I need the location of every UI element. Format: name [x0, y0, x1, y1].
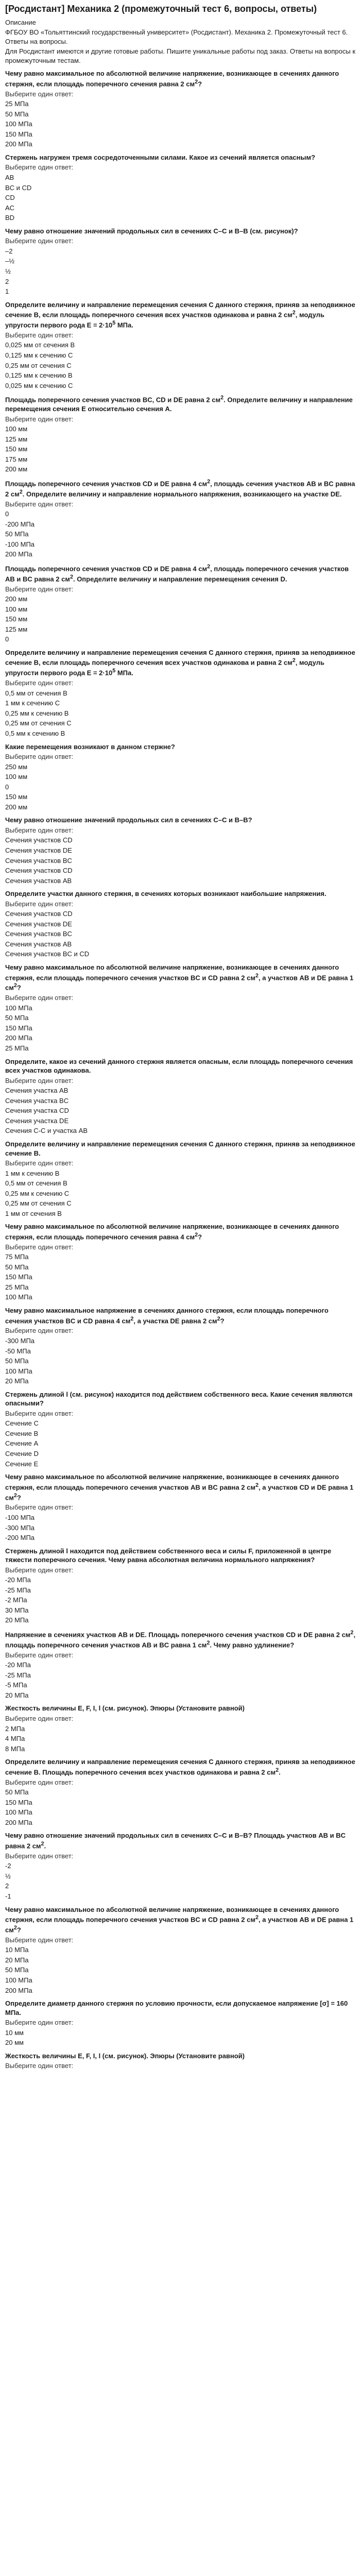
answer-option: Сечения участка AB [5, 1087, 68, 1095]
answer-option: 50 МПа [5, 1788, 29, 1797]
answer-prompt: Выберите один ответ: [5, 1243, 74, 1251]
answer-prompt: Выберите один ответ: [5, 90, 74, 98]
answer-option: 50 МПа [5, 1966, 29, 1974]
answer-option: 250 мм [5, 762, 28, 771]
question-item [5, 1472, 356, 1542]
question-text: Определите величину и направление перемещения сечения C данного стержня, приняв за неподвижное сечение B, если площадь поперечного сечения всех участков одинакова и равна 2 $см^2$, модуль упругости первого рода $E = 2\cdot 10^5$ МПа. [5, 648, 355, 677]
answer-option: 200 МПа [5, 1818, 32, 1826]
answer-option: 30 МПа [5, 1606, 29, 1614]
answer-option: 1 мм к сечению C [5, 699, 60, 707]
answer-option: 200 мм [5, 595, 28, 603]
answer-prompt: Выберите один ответ: [5, 679, 74, 687]
question-item [5, 1547, 356, 1625]
answer-option: 200 МПа [5, 1986, 32, 1994]
answer-option: Сечение B [5, 1429, 39, 1437]
answer-option: 10 МПа [5, 1946, 29, 1954]
question-item [5, 69, 356, 149]
answer-option: 0,125 мм к сечению C [5, 351, 73, 359]
answer-option: 2 [5, 1882, 9, 1890]
answer-option: 1 мм к сечению B [5, 1169, 60, 1177]
answer-option: 2 [5, 277, 9, 285]
answer-option: BD [5, 214, 15, 222]
question-text: Жесткость величины E, F, I, l (см. рисунок). Эпюры (Установите равной) [5, 2052, 245, 2060]
question-text: Площадь поперечного сечения участков CD и DE равна 4 $см^2$, площадь сечения участков AB и BC равна 2 $см^2$. Определите величину и направление нормального напряжения, возникающего на участке DE. [5, 478, 355, 498]
answer-prompt: Выберите один ответ: [5, 1327, 74, 1335]
question-item [5, 1390, 356, 1468]
question-item [5, 742, 356, 812]
answer-option: 100 МПа [5, 1808, 32, 1817]
answer-option: Сечения участков BC [5, 930, 72, 938]
answer-option: 200 МПа [5, 140, 32, 148]
question-item [5, 1222, 356, 1302]
question-text: Стержень нагружен тремя сосредоточенными силами. Какое из сечений является опасным? [5, 153, 316, 161]
answer-option: Сечение E [5, 1460, 39, 1468]
answer-option: 20 мм [5, 2039, 24, 2047]
question-text: Определите величину и направление перемещения сечения C данного стержня, приняв за неподвижное сечение B, если площадь поперечного сечения всех участков одинакова и равна 2 $см^2$, модуль упругости первого рода $E = 2\cdot 10^5$ МПа. [5, 300, 355, 329]
question-text: Стержень длиной l (см. рисунок) находится под действием собственного веса. Какие сечения являются опасными? [5, 1390, 353, 1408]
answer-option: -20 МПа [5, 1661, 31, 1669]
answer-option: Сечения участка CD [5, 1107, 69, 1115]
answer-option: Сечения С-С и участка AB [5, 1127, 88, 1135]
answer-option: Сечение C [5, 1419, 39, 1428]
question-text: Чему равно максимальное по абсолютной величине напряжение, возникающее в сечениях данного стержня, если площадь поперечного сечения равна 4 $см^2$? [5, 1223, 339, 1241]
intro-paragraph: Для Росдистант имеются и другие готовые работы. Пишите уникальные работы под заказ. Ответы на вопросы к промежуточным тестам. [5, 47, 356, 64]
answer-prompt: Выберите один ответ: [5, 2019, 74, 2027]
question-item [5, 1704, 356, 1753]
answer-option: 200 мм [5, 465, 28, 473]
answer-prompt: Выберите один ответ: [5, 994, 74, 1002]
answer-option: 1 мм от сечения B [5, 1209, 62, 1217]
question-text: Определите участки данного стержня, в сечениях которых возникают наибольшие напряжения. [5, 890, 326, 898]
answer-prompt: Выберите один ответ: [5, 1778, 74, 1786]
answer-prompt: Выберите один ответ: [5, 1715, 74, 1722]
answer-option: -2 МПа [5, 1596, 27, 1604]
answer-option: 175 мм [5, 455, 28, 463]
answer-option: 1 [5, 287, 9, 296]
answer-option: 100 мм [5, 425, 28, 433]
question-item [5, 1757, 356, 1827]
answer-option: 100 МПа [5, 1004, 32, 1012]
answer-prompt: Выберите один ответ: [5, 900, 74, 908]
answer-prompt: Выберите один ответ: [5, 2062, 74, 2070]
question-text: Чему равно отношение значений продольных сил в сечениях C–C и B–B? Площадь участков AB и BC равна 2 $см^2$. [5, 1832, 346, 1850]
answer-option: 20 МПа [5, 1691, 29, 1699]
question-item [5, 478, 356, 559]
answer-option: -300 МПа [5, 1523, 35, 1532]
question-text: Чему равно максимальное по абсолютной величине напряжение, возникающее в сечениях данного стержня, если площадь поперечного сечения участков AB и BC равна 2 $см^2$, а участков CD и DE равна 1 $см^2$? [5, 1473, 354, 1501]
question-item [5, 153, 356, 223]
question-text: Определите, какое из сечений данного стержня является опасным, если площадь поперечного сечения всех участков одинакова. [5, 1057, 353, 1075]
question-text: Чему равно максимальное по абсолютной величине напряжение, возникающее в сечениях данного стержня, если площадь поперечного сечения участков BC и CD равна 2 $см^2$, а участков AB и DE равна 1 $см^2$? [5, 963, 354, 992]
answer-option: 125 мм [5, 435, 28, 443]
question-item [5, 889, 356, 959]
answer-option: 25 МПа [5, 100, 29, 108]
question-text: Напряжение в сечениях участков AB и DE. Площадь поперечного сечения участков CD и DE равна 2 $см^2$, площадь поперечного сечения участков AB и BC равна 1 $см^2$. Чему равно удлинение? [5, 1629, 356, 1649]
answer-option: Сечения участков BC и CD [5, 950, 90, 958]
answer-option: 100 мм [5, 605, 28, 613]
answer-option: 0,25 мм к сечению B [5, 709, 69, 717]
question-item [5, 1905, 356, 1995]
answer-option: 0,025 мм от сечения B [5, 341, 75, 349]
answer-option: 150 МПа [5, 1024, 32, 1032]
answer-option: Сечения участков CD [5, 867, 73, 875]
answer-option: Сечения участков AB [5, 940, 72, 948]
answer-prompt: Выберите один ответ: [5, 1503, 74, 1512]
question-item [5, 816, 356, 885]
question-text: Чему равно отношение значений продольных сил в сечениях C–C и B–B? [5, 816, 252, 824]
answer-option: -2 [5, 1862, 11, 1870]
answer-prompt: Выберите один ответ: [5, 585, 74, 593]
answer-option: -20 МПа [5, 1576, 31, 1584]
question-item [5, 963, 356, 1053]
answer-option: Сечения участка DE [5, 1116, 69, 1125]
answer-option: Сечения участков DE [5, 846, 72, 854]
answer-option: -300 МПа [5, 1337, 35, 1345]
answer-option: 100 МПа [5, 1367, 32, 1375]
answer-prompt: Выберите один ответ: [5, 1852, 74, 1860]
answer-option: 25 МПа [5, 1044, 29, 1053]
question-text: Чему равно максимальное по абсолютной величине напряжение, возникающее в сечениях данного стержня, если площадь поперечного сечения участков BC и CD равна 2 $см^2$, а участков AB и DE равна 1 $см^2$? [5, 1905, 354, 1934]
answer-option: -5 МПа [5, 1681, 27, 1689]
answer-option: 150 мм [5, 445, 28, 453]
answer-option: 100 мм [5, 773, 28, 781]
answer-prompt: Выберите один ответ: [5, 826, 74, 834]
answer-option: 200 МПа [5, 1034, 32, 1042]
answer-option: 150 мм [5, 793, 28, 801]
answer-option: Сечение A [5, 1439, 39, 1448]
question-item [5, 2052, 356, 2071]
answer-option: CD [5, 194, 15, 202]
answer-option: -25 МПа [5, 1671, 31, 1679]
question-text: Какие перемещения возникают в данном стержне? [5, 742, 175, 751]
question-item [5, 1057, 356, 1136]
answer-option: 200 МПа [5, 550, 32, 558]
answer-option: BC и CD [5, 183, 32, 192]
page-title: [Росдистант] Механика 2 (промежуточный тест 6, вопросы, ответы) [5, 4, 317, 14]
question-item [5, 1140, 356, 1218]
answer-prompt: Выберите один ответ: [5, 1159, 74, 1167]
answer-prompt: Выберите один ответ: [5, 1651, 74, 1659]
intro-paragraph: ФГБОУ ВО «Тольяттинский государственный университет» (Росдистант). Механика 2. Промежуточный тест 6. Ответы на вопросы. [5, 28, 348, 45]
answer-option: 0,5 мм от сечения B [5, 1179, 67, 1188]
answer-option: 50 МПа [5, 110, 29, 118]
intro-block [5, 18, 356, 65]
answer-option: 150 МПа [5, 130, 32, 138]
answer-option: Сечения участков BC [5, 856, 72, 865]
answer-option: 50 МПа [5, 1263, 29, 1271]
question-text: Стержень длиной l находится под действием собственного веса и силы F, приложенной в центре тяжести поперечного сечения. Чему равна абсолютная величина нормального напряжения? [5, 1547, 332, 1564]
answer-option: ½ [5, 267, 11, 275]
answer-prompt: Выберите один ответ: [5, 1566, 74, 1574]
answer-option: 0,25 мм от сечения C [5, 719, 72, 727]
answer-option: 4 МПа [5, 1735, 25, 1743]
answer-option: Сечение D [5, 1450, 39, 1458]
answer-option: AC [5, 204, 15, 212]
question-item [5, 394, 356, 474]
question-text: Чему равно максимальное напряжение в сечениях данного стержня, если площадь поперечного сечения участков BC и CD равна 4 $см^2$, а участка DE равна 2 $см^2$? [5, 1307, 329, 1325]
question-list [5, 69, 356, 2071]
answer-prompt: Выберите один ответ: [5, 415, 74, 423]
question-text: Жесткость величины E, F, I, l (см. рисунок). Эпюры (Установите равной) [5, 1704, 245, 1713]
answer-option: 0,125 мм к сечению B [5, 371, 73, 380]
answer-prompt: Выберите один ответ: [5, 1936, 74, 1944]
answer-option: Сечения участков DE [5, 920, 72, 928]
answer-option: 10 мм [5, 2028, 24, 2037]
answer-option: 0,25 мм к сечению C [5, 1189, 70, 1197]
question-item [5, 1629, 356, 1700]
question-text: Площадь поперечного сечения участков CD и DE равна 4 $см^2$, площадь поперечного сечения участков AB и BC равна 2 $см^2$. Определите величину и направление перемещения сечения D. [5, 563, 349, 583]
answer-prompt: Выберите один ответ: [5, 331, 74, 339]
answer-option: –2 [5, 247, 13, 255]
answer-prompt: Выберите один ответ: [5, 237, 74, 245]
answer-option: 0,5 мм от сечения B [5, 689, 67, 697]
answer-option: Сечения участка BC [5, 1096, 69, 1105]
answer-option: 0,025 мм к сечению C [5, 381, 73, 389]
answer-option: 20 МПа [5, 1377, 29, 1385]
answer-prompt: Выберите один ответ: [5, 753, 74, 761]
answer-prompt: Выберите один ответ: [5, 1076, 74, 1084]
question-text: Чему равно отношение значений продольных сил в сечениях C–C и B–B (см. рисунок)? [5, 227, 298, 235]
answer-option: -1 [5, 1892, 11, 1900]
answer-option: 0 [5, 635, 9, 643]
answer-prompt: Выберите один ответ: [5, 1409, 74, 1417]
answer-option: 100 МПа [5, 120, 32, 128]
answer-option: –½ [5, 257, 15, 265]
question-text: Определите величину и направление перемещения сечения C данного стержня, приняв за неподвижное сечение B. Площадь поперечного сечения всех участков одинакова и равна 2 $см^2$. [5, 1758, 355, 1776]
answer-option: 150 МПа [5, 1273, 32, 1281]
answer-prompt: Выберите один ответ: [5, 500, 74, 508]
answer-option: 50 МПа [5, 530, 29, 538]
answer-option: 200 мм [5, 803, 28, 811]
answer-option: 100 МПа [5, 1976, 32, 1984]
answer-option: -25 МПа [5, 1586, 31, 1594]
answer-option: 100 МПа [5, 1293, 32, 1301]
answer-option: 0 [5, 510, 9, 518]
answer-option: 0,5 мм к сечению B [5, 729, 65, 737]
answer-option: 0,25 мм от сечения C [5, 361, 72, 369]
question-text: Площадь поперечного сечения участков BC, CD и DE равна 2 $см^2$. Определите величину и направление перемещения сечения E относительно сечения A. [5, 395, 353, 413]
answer-option: 20 МПа [5, 1956, 29, 1964]
answer-option: -100 МПа [5, 540, 35, 548]
answer-option: 0,25 мм от сечения C [5, 1199, 72, 1208]
answer-option: ½ [5, 1872, 11, 1880]
answer-option: -200 МПа [5, 1534, 35, 1542]
question-item [5, 1999, 356, 2047]
question-text: Определите диаметр данного стержня по условию прочности, если допускаемое напряжение [σ] = 160 МПа. [5, 1999, 348, 2016]
question-item [5, 648, 356, 738]
answer-option: 25 МПа [5, 1283, 29, 1291]
answer-option: 20 МПа [5, 1616, 29, 1624]
answer-option: Сечения участков CD [5, 836, 73, 844]
answer-option: AB [5, 174, 14, 182]
answer-option: 150 мм [5, 615, 28, 623]
answer-option: 50 МПа [5, 1014, 29, 1022]
question-text: Определите величину и направление перемещения сечения C данного стержня, приняв за неподвижное сечение B. [5, 1140, 355, 1157]
intro-paragraph: Описание [5, 18, 36, 26]
answer-option: 0 [5, 783, 9, 791]
answer-option: Сечения участков AB [5, 876, 72, 885]
question-text: Чему равно максимальное по абсолютной величине напряжение, возникающее в сечениях данного стержня, если площадь поперечного сечения равна 2 $см^2$? [5, 70, 339, 88]
answer-option: 150 МПа [5, 1798, 32, 1806]
question-item [5, 1831, 356, 1901]
answer-option: -200 МПа [5, 520, 35, 528]
answer-option: -50 МПа [5, 1347, 31, 1355]
answer-option: 50 МПа [5, 1357, 29, 1365]
answer-option: Сечения участков CD [5, 910, 73, 918]
question-item [5, 300, 356, 391]
answer-option: 2 МПа [5, 1724, 25, 1733]
answer-option: -100 МПа [5, 1513, 35, 1521]
question-item [5, 1306, 356, 1386]
question-item [5, 227, 356, 296]
answer-option: 75 МПа [5, 1253, 29, 1261]
question-item [5, 563, 356, 644]
answer-option: 8 МПа [5, 1744, 25, 1753]
answer-option: 125 мм [5, 625, 28, 633]
answer-prompt: Выберите один ответ: [5, 163, 74, 172]
